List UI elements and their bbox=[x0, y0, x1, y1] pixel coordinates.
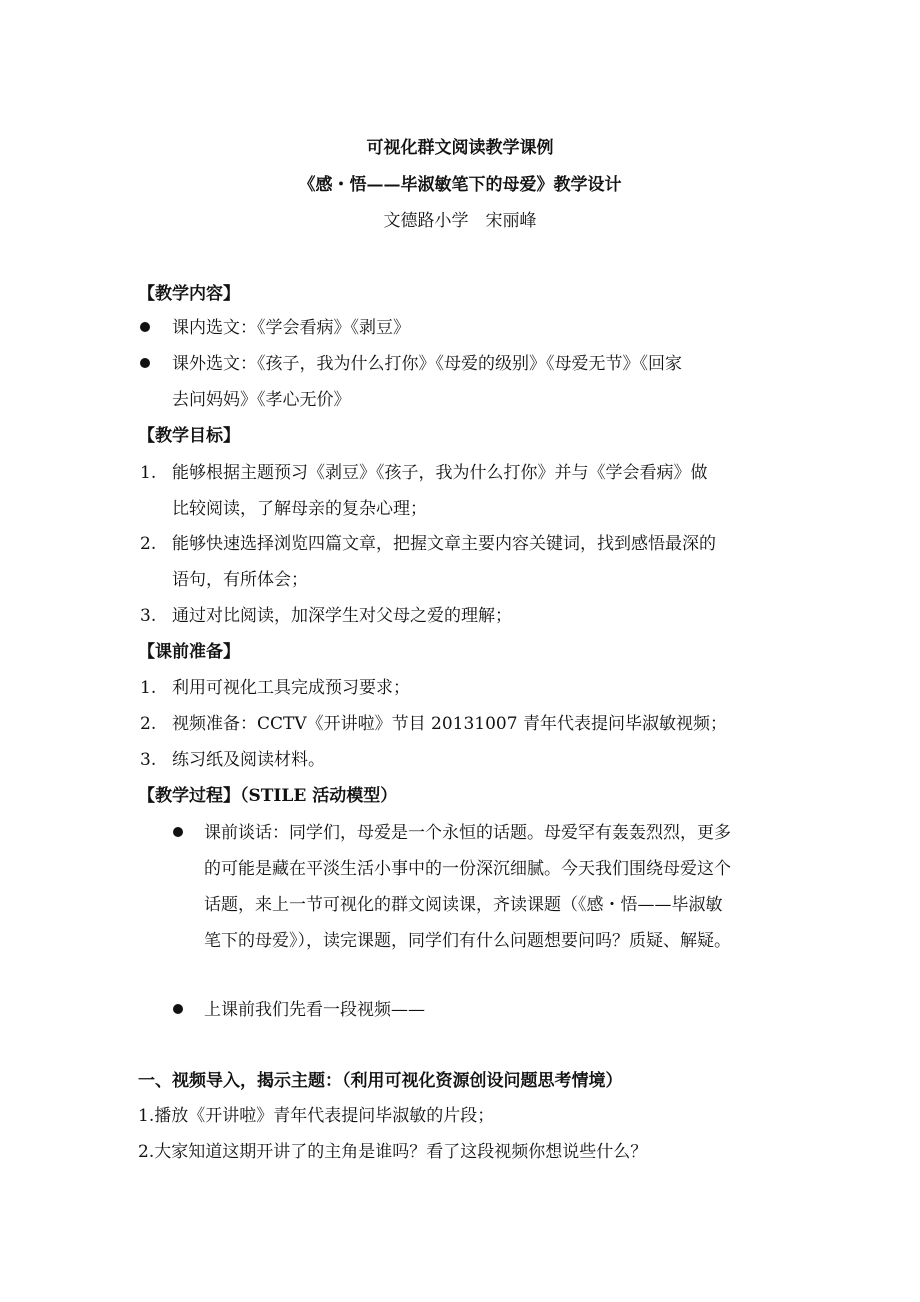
talk-line: 话题，来上一节可视化的群文阅读课，齐读课题（《感・悟——毕淑敏 bbox=[204, 895, 723, 915]
prep-line: 视频准备：CCTV《开讲啦》节目 20131007 青年代表提问毕淑敏视频； bbox=[172, 714, 727, 734]
prep-heading: 【课前准备】 bbox=[138, 642, 240, 662]
process-heading: 【教学过程】 bbox=[138, 786, 240, 806]
goal-line: 能够快速选择浏览四篇文章，把握文章主要内容关键词，找到感悟最深的 bbox=[172, 534, 716, 554]
goal-line: 通过对比阅读，加深学生对父母之爱的理解； bbox=[172, 606, 512, 626]
list-number: 3. bbox=[140, 606, 157, 626]
goal-line: 比较阅读，了解母亲的复杂心理； bbox=[172, 499, 427, 519]
prep-line: 练习纸及阅读材料。 bbox=[172, 750, 325, 770]
doc-author: 文德路小学 宋丽峰 bbox=[383, 211, 537, 231]
part-one-line: 2.大家知道这期开讲了的主角是谁吗？看了这段视频你想说些什么？ bbox=[138, 1142, 648, 1162]
list-number: 1. bbox=[140, 678, 157, 698]
goal-line: 语句，有所体会； bbox=[172, 570, 308, 590]
bullet-icon bbox=[140, 358, 150, 368]
list-number: 1. bbox=[140, 463, 157, 483]
doc-subtitle: 《感・悟——毕淑敏笔下的母爱》教学设计 bbox=[298, 175, 622, 195]
part-one-heading: 一、视频导入，揭示主题：（利用可视化资源创设问题思考情境） bbox=[138, 1071, 623, 1091]
bullet-icon bbox=[173, 827, 183, 837]
process-heading-note: （STILE 活动模型） bbox=[240, 786, 398, 806]
goal-line: 能够根据主题预习《剥豆》《孩子，我为什么打你》并与《学会看病》做 bbox=[172, 463, 708, 483]
list-number: 2. bbox=[140, 714, 157, 734]
bullet-icon bbox=[173, 1004, 183, 1014]
talk-line: 课前谈话：同学们，母爱是一个永恒的话题。母爱罕有轰轰烈烈，更多 bbox=[204, 823, 731, 843]
talk-line: 的可能是藏在平淡生活小事中的一份深沉细腻。今天我们围绕母爱这个 bbox=[204, 859, 731, 879]
bullet-icon bbox=[140, 322, 150, 332]
content-heading: 【教学内容】 bbox=[138, 284, 240, 304]
list-number: 3. bbox=[140, 750, 157, 770]
part-one-line: 1.播放《开讲啦》青年代表提问毕淑敏的片段； bbox=[138, 1106, 495, 1126]
content-item-cont: 去问妈妈》《孝心无价》 bbox=[172, 390, 351, 410]
doc-title: 可视化群文阅读教学课例 bbox=[366, 138, 554, 158]
video-line: 上课前我们先看一段视频—— bbox=[204, 1000, 425, 1020]
list-number: 2. bbox=[140, 534, 157, 554]
talk-line: 笔下的母爱》），读完课题，同学们有什么问题想要问吗？质疑、解疑。 bbox=[204, 931, 731, 951]
prep-line: 利用可视化工具完成预习要求； bbox=[172, 678, 410, 698]
content-item: 课外选文：《孩子，我为什么打你》《母爱的级别》《母爱无节》《回家 bbox=[172, 354, 682, 374]
content-item: 课内选文：《学会看病》《剥豆》 bbox=[172, 318, 410, 338]
process-heading-row bbox=[138, 784, 397, 808]
goals-heading: 【教学目标】 bbox=[138, 426, 240, 446]
